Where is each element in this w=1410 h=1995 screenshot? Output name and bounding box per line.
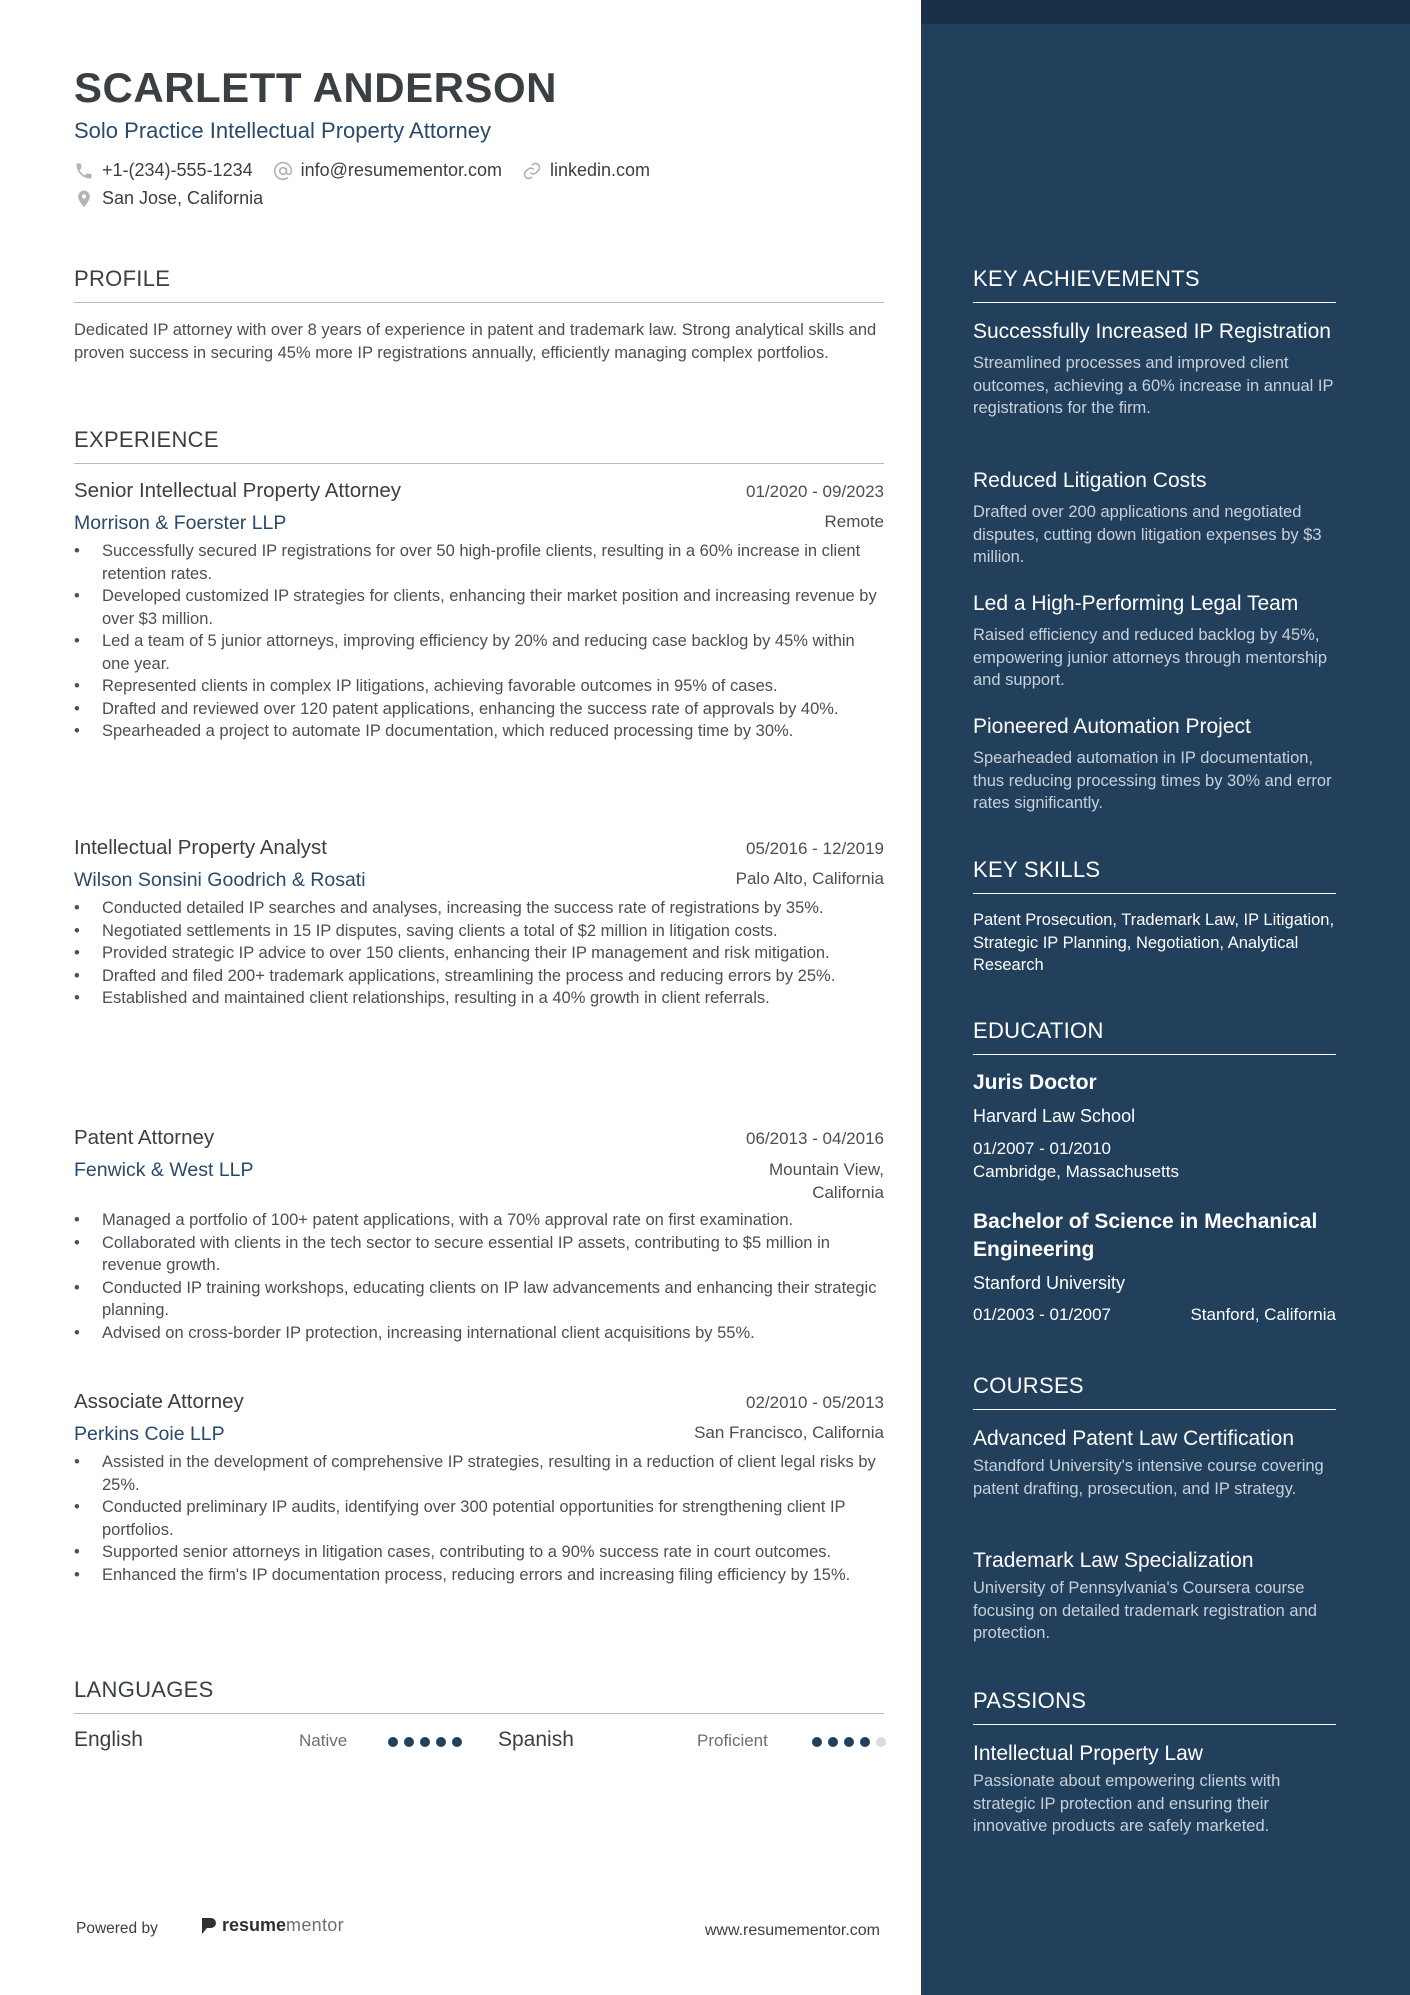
- job-bullets: [74, 897, 884, 1010]
- education-dates: 01/2007 - 01/2010: [973, 1139, 1112, 1158]
- experience-heading: EXPERIENCE: [74, 427, 884, 464]
- bullet-item: • Developed customized IP strategies for clients, enhancing their market position and increasing revenue by over $3 million.: [74, 585, 884, 630]
- course-item: [973, 1425, 1336, 1500]
- achievement-desc: Drafted over 200 applications and negotiated disputes, cutting down litigation expenses by $3 million.: [973, 503, 1322, 566]
- email-text: info@resumementor.com: [300, 160, 502, 180]
- powered-by-text: Powered by: [76, 1920, 158, 1937]
- bullet-item: • Advised on cross-border IP protection, increasing international client acquisitions by 55%.: [74, 1322, 884, 1345]
- rating-dot-filled: [388, 1737, 398, 1747]
- job-company: Wilson Sonsini Goodrich & Rosati: [74, 869, 366, 891]
- location-pin-icon: [74, 189, 94, 209]
- bullet-item: • Drafted and filed 200+ trademark applications, streamlining the process and reducing errors by 25%.: [74, 965, 884, 988]
- job-location: Mountain View, California: [769, 1160, 884, 1202]
- job-dates: 02/2010 - 05/2013: [745, 1393, 884, 1412]
- education-degree: Juris Doctor: [973, 1071, 1097, 1094]
- phone-icon: [74, 161, 94, 181]
- location-text: San Jose, California: [102, 188, 264, 208]
- education-item: [973, 1208, 1336, 1325]
- job-dates: 06/2013 - 04/2016: [745, 1129, 884, 1148]
- bullet-item: • Conducted IP training workshops, educating clients on IP law advancements and enhancing their strategic planning.: [74, 1277, 884, 1322]
- skills-heading: KEY SKILLS: [973, 857, 1336, 894]
- profile-text: Dedicated IP attorney with over 8 years of experience in patent and trademark law. Strong analytical skills and proven success in securing 45% more IP registrations annually, efficiently managing complex portfolios.: [74, 321, 877, 362]
- bullet-item: • Conducted preliminary IP audits, identifying over 300 potential opportunities for strengthening client IP portfolios.: [74, 1496, 884, 1541]
- job-dates: 05/2016 - 12/2019: [745, 839, 884, 858]
- achievement-desc: Spearheaded automation in IP documentation, thus reducing processing times by 30% and error rates significantly.: [973, 749, 1332, 812]
- passions-heading: PASSIONS: [973, 1688, 1336, 1725]
- language-level: Native: [299, 1731, 348, 1750]
- bullet-item: • Provided strategic IP advice to over 150 clients, enhancing their IP management and risk mitigation.: [74, 942, 884, 965]
- sidebar-top-bar: [921, 0, 1410, 24]
- contact-linkedin[interactable]: [522, 160, 650, 181]
- rating-dot-filled: [828, 1737, 838, 1747]
- achievements-heading: KEY ACHIEVEMENTS: [973, 266, 1336, 303]
- rating-dot-filled: [420, 1737, 430, 1747]
- bullet-item: • Enhanced the firm's IP documentation process, reducing errors and increasing filing efficiency by 15%.: [74, 1564, 884, 1587]
- course-desc: Standford University's intensive course covering patent drafting, prosecution, and IP strategy.: [973, 1457, 1324, 1498]
- job-company: Perkins Coie LLP: [74, 1423, 225, 1445]
- contact-phone[interactable]: [74, 160, 253, 181]
- bullet-item: • Collaborated with clients in the tech sector to secure essential IP assets, contributing to $5 million in revenue growth.: [74, 1232, 884, 1277]
- job-company: Fenwick & West LLP: [74, 1159, 254, 1181]
- bullet-item: • Conducted detailed IP searches and analyses, increasing the success rate of registrations by 35%.: [74, 897, 884, 920]
- job-location: Remote: [824, 512, 884, 531]
- bullet-item: • Assisted in the development of comprehensive IP strategies, resulting in a reduction of client legal risks by 25%.: [74, 1451, 884, 1496]
- rating-dot-filled: [812, 1737, 822, 1747]
- language-rating: [388, 1737, 468, 1747]
- bullet-item: • Spearheaded a project to automate IP documentation, which reduced processing time by 30%.: [74, 720, 884, 743]
- bullet-item: • Supported senior attorneys in litigation cases, contributing to a 90% success rate in court outcomes.: [74, 1541, 884, 1564]
- candidate-name: SCARLETT ANDERSON: [74, 64, 557, 111]
- achievement-title: Pioneered Automation Project: [973, 715, 1251, 738]
- education-item: [973, 1069, 1336, 1183]
- achievement-title: Successfully Increased IP Registration: [973, 320, 1331, 343]
- job-bullets: [74, 540, 884, 743]
- passion-item: [973, 1740, 1336, 1838]
- education-location: Stanford, California: [1190, 1305, 1336, 1324]
- job-title: Associate Attorney: [74, 1390, 244, 1413]
- passion-title: Intellectual Property Law: [973, 1742, 1203, 1765]
- achievement-item: [973, 318, 1336, 420]
- footer-url[interactable]: www.resumementor.com: [704, 1922, 880, 1939]
- job-company: Morrison & Foerster LLP: [74, 512, 287, 534]
- bullet-item: • Managed a portfolio of 100+ patent applications, with a 70% approval rate on first examination.: [74, 1209, 884, 1232]
- education-dates: 01/2003 - 01/2007: [973, 1305, 1112, 1324]
- link-icon: [522, 161, 542, 181]
- education-degree: Bachelor of Science in Mechanical Engineering: [973, 1210, 1318, 1261]
- education-location: Cambridge, Massachusetts: [973, 1161, 1179, 1181]
- course-desc: University of Pennsylvania's Coursera course focusing on detailed trademark registration and protection.: [973, 1579, 1317, 1642]
- languages-row: [74, 1728, 884, 1758]
- languages-heading: LANGUAGES: [74, 1677, 884, 1714]
- bullet-item: • Represented clients in complex IP litigations, achieving favorable outcomes in 95% of cases.: [74, 675, 884, 698]
- courses-heading: COURSES: [973, 1373, 1336, 1410]
- bullet-item: • Successfully secured IP registrations for over 50 high-profile clients, resulting in a 60% increase in client retention rates.: [74, 540, 884, 585]
- course-item: [973, 1547, 1336, 1645]
- contact-location: [74, 188, 263, 209]
- achievement-item: [973, 713, 1336, 815]
- job-dates: 01/2020 - 09/2023: [745, 482, 884, 501]
- logo-mark-icon: [200, 1916, 218, 1936]
- at-icon: [273, 161, 293, 181]
- achievement-title: Reduced Litigation Costs: [973, 469, 1207, 492]
- education-school: Harvard Law School: [973, 1106, 1136, 1126]
- passion-desc: Passionate about empowering clients with strategic IP protection and ensuring their innovative products are safely marketed.: [973, 1772, 1281, 1835]
- education-heading: EDUCATION: [973, 1018, 1336, 1055]
- job-bullets: [74, 1209, 884, 1344]
- job-bullets: [74, 1451, 884, 1586]
- profile-heading: PROFILE: [74, 266, 884, 303]
- rating-dot-filled: [860, 1737, 870, 1747]
- rating-dot-empty: [876, 1737, 886, 1747]
- job-location: San Francisco, California: [694, 1423, 884, 1442]
- bullet-item: • Led a team of 5 junior attorneys, improving efficiency by 20% and reducing case backlog by 45% within one year.: [74, 630, 884, 675]
- education-school: Stanford University: [973, 1273, 1126, 1293]
- job-title: Senior Intellectual Property Attorney: [74, 479, 402, 502]
- sidebar: [921, 0, 1410, 1995]
- achievement-title: Led a High-Performing Legal Team: [973, 592, 1299, 615]
- contact-row-2: [74, 188, 283, 209]
- achievement-item: [973, 590, 1336, 692]
- bullet-item: • Established and maintained client relationships, resulting in a 40% growth in client referrals.: [74, 987, 884, 1010]
- language-name: English: [74, 1728, 143, 1751]
- course-title: Advanced Patent Law Certification: [973, 1427, 1295, 1450]
- language-rating: [812, 1737, 892, 1747]
- bullet-item: • Negotiated settlements in 15 IP disputes, saving clients a total of $2 million in litigation costs.: [74, 920, 884, 943]
- phone-text: +1-(234)-555-1234: [102, 160, 253, 180]
- bullet-item: • Drafted and reviewed over 120 patent applications, enhancing the success rate of approvals by 40%.: [74, 698, 884, 721]
- course-title: Trademark Law Specialization: [973, 1549, 1254, 1572]
- rating-dot-filled: [452, 1737, 462, 1747]
- job-title: Patent Attorney: [74, 1126, 215, 1149]
- skills-text: Patent Prosecution, Trademark Law, IP Litigation, Strategic IP Planning, Negotiation, Analytical Research: [973, 911, 1335, 974]
- job-title: Intellectual Property Analyst: [74, 836, 327, 859]
- logo-word-light: mentor: [286, 1915, 344, 1935]
- achievement-desc: Raised efficiency and reduced backlog by 45%, empowering junior attorneys through mentorship and support.: [973, 626, 1328, 689]
- job-entry: [74, 1126, 884, 1344]
- language-level: Proficient: [697, 1731, 768, 1750]
- rating-dot-filled: [404, 1737, 414, 1747]
- linkedin-text: linkedin.com: [549, 160, 651, 180]
- candidate-title: Solo Practice Intellectual Property Attorney: [74, 118, 491, 143]
- rating-dot-filled: [436, 1737, 446, 1747]
- achievement-desc: Streamlined processes and improved client outcomes, achieving a 60% increase in annual IP registrations for the firm.: [973, 354, 1334, 417]
- job-entry: [74, 836, 884, 1010]
- contact-row: [74, 160, 670, 181]
- logo-word-bold: resume: [222, 1915, 287, 1935]
- language-name: Spanish: [498, 1728, 574, 1751]
- achievement-item: [973, 467, 1336, 569]
- job-location: Palo Alto, California: [735, 869, 884, 888]
- job-entry: [74, 479, 884, 743]
- rating-dot-filled: [844, 1737, 854, 1747]
- job-entry: [74, 1390, 884, 1586]
- contact-email[interactable]: [273, 160, 502, 181]
- resumementor-logo[interactable]: [200, 1915, 344, 1936]
